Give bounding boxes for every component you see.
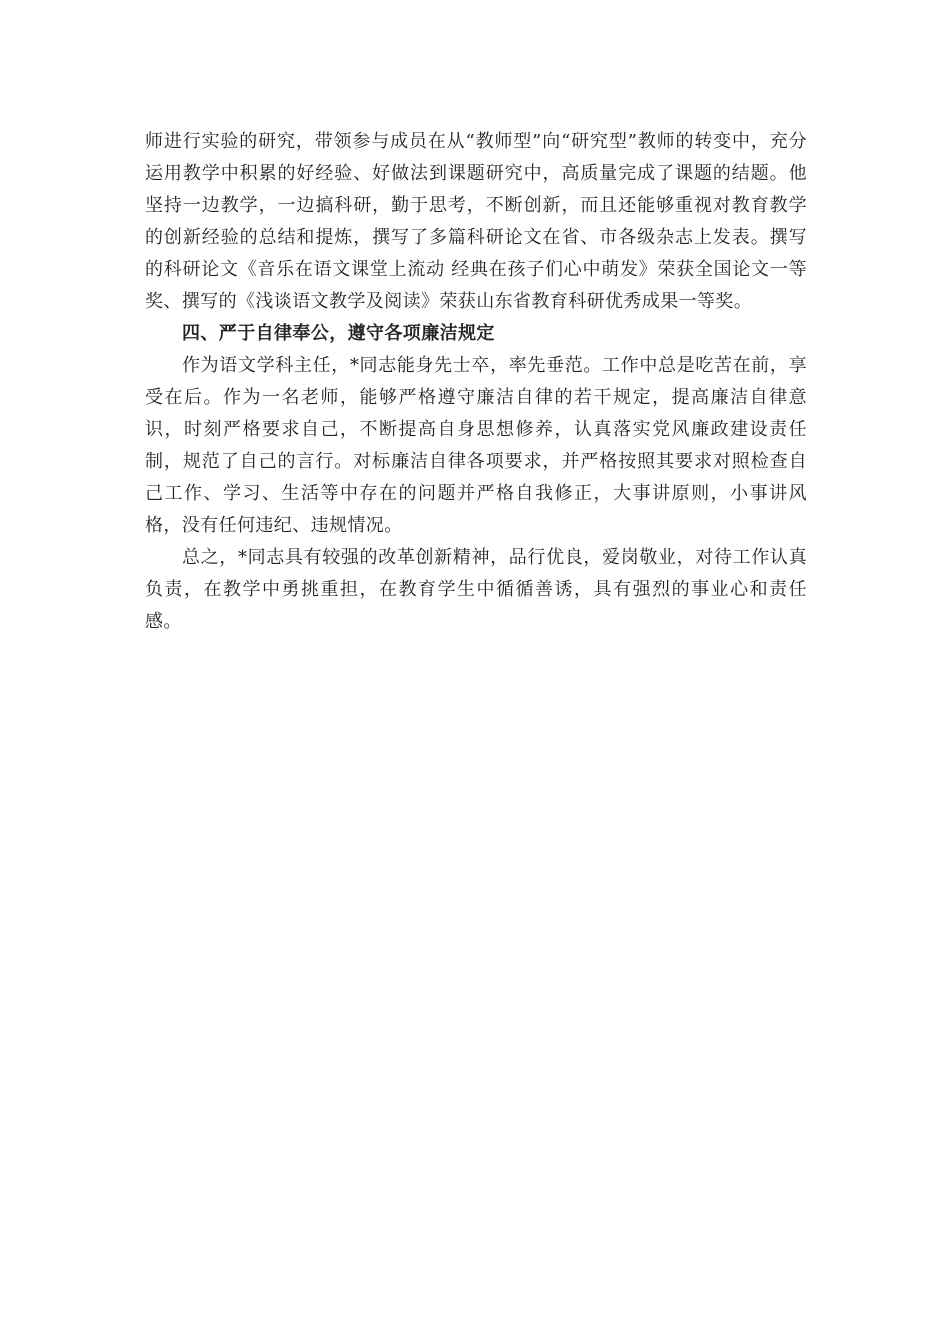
document-body bbox=[145, 126, 807, 638]
section-heading-discipline: 四、严于自律奉公，遵守各项廉洁规定 bbox=[182, 323, 495, 344]
paragraph-summary: 总之，*同志具有较强的改革创新精神，品行优良，爱岗敬业，对待工作认真负责，在教学中勇挑重担，在教育学生中循循善诱，具有强烈的事业心和责任感。 bbox=[145, 547, 807, 632]
paragraph-integrity: 作为语文学科主任，*同志能身先士卒，率先垂范。工作中总是吃苦在前，享受在后。作为一名老师，能够严格遵守廉洁自律的若干规定，提高廉洁自律意识，时刻严格要求自己，不断提高自身思想修养，认真落实党风廉政建设责任制，规范了自己的言行。对标廉洁自律各项要求，并严格按照其要求对照检查自己工作、学习、生活等中存在的问题并严格自我修正，大事讲原则，小事讲风格，没有任何违纪、违规情况。 bbox=[145, 355, 807, 536]
paragraph-research: 师进行实验的研究，带领参与成员在从“教师型”向“研究型”教师的转变中，充分运用教学中积累的好经验、好做法到课题研究中，高质量完成了课题的结题。他坚持一边教学，一边搞科研，勤于思考，不断创新，而且还能够重视对教育教学的创新经验的总结和提炼，撰写了多篇科研论文在省、市各级杂志上发表。撰写的科研论文《音乐在语文课堂上流动 经典在孩子们心中萌发》荣获全国论文一等奖、撰写的《浅谈语文教学及阅读》荣获山东省教育科研优秀成果一等奖。 bbox=[145, 131, 807, 312]
